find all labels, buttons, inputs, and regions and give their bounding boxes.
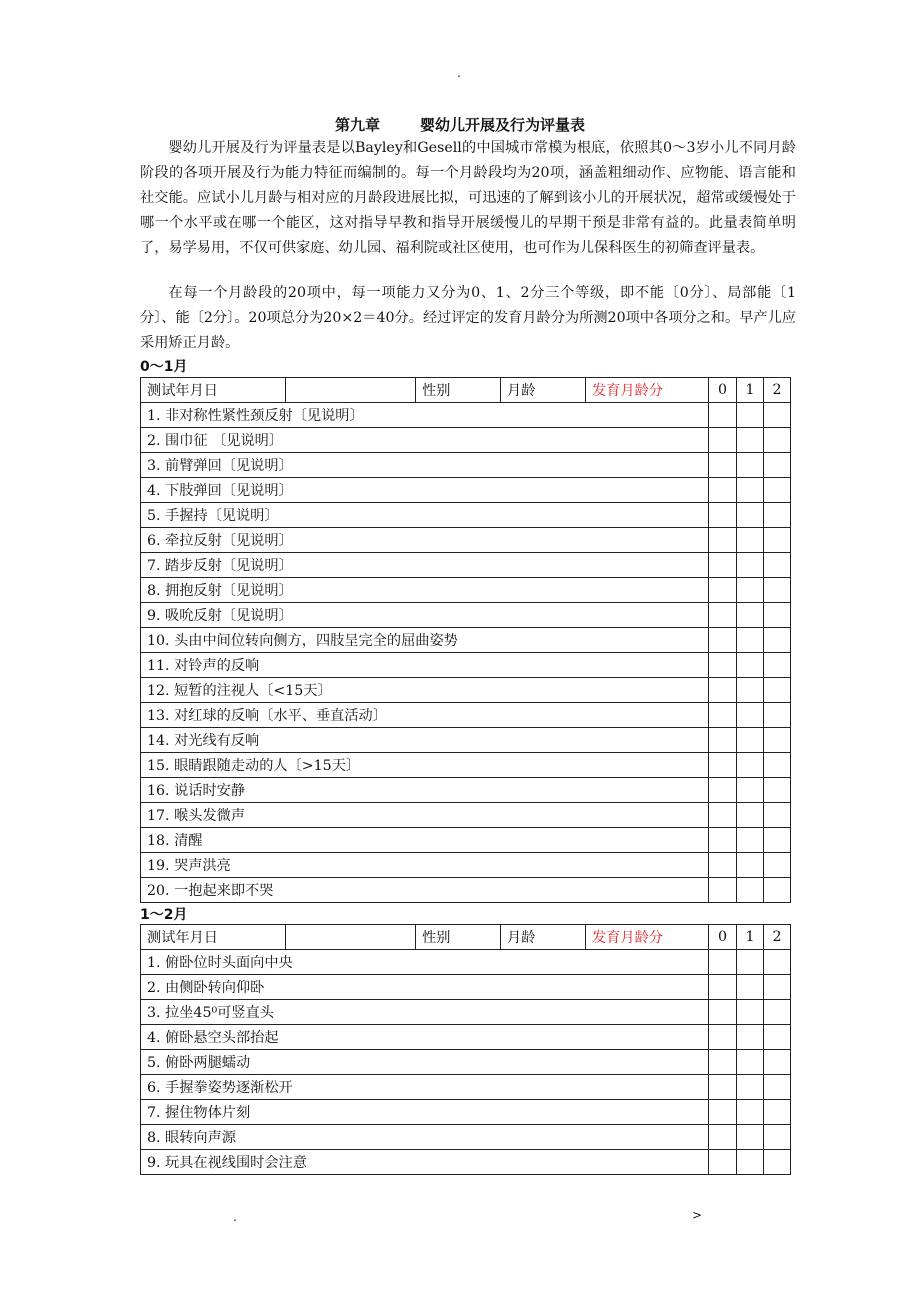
- score-1-cell[interactable]: [737, 728, 764, 753]
- section-label-1-2-month: 1～2月: [140, 907, 188, 923]
- item-label: 5. 俯卧两腿蠕动: [141, 1050, 709, 1075]
- age-label: 月龄: [501, 925, 586, 950]
- item-label: 6. 牵拉反射〔见说明〕: [141, 528, 709, 553]
- item-label: 14. 对光线有反响: [141, 728, 709, 753]
- table-header-row: [141, 378, 791, 403]
- table-row: [141, 950, 791, 975]
- item-label: 15. 眼睛跟随走动的人〔>15天〕: [141, 753, 709, 778]
- score-0-header: 0: [709, 925, 737, 950]
- score-0-cell[interactable]: [709, 678, 737, 703]
- intro-paragraph-2: 在每一个月龄段的20项中，每一项能力又分为0、1、2分三个等级，即不能〔0分〕、局部能〔1分〕、能〔2分〕。20项总分为20×2＝40分。经过评定的发育月龄分为所测20项中各项分之和。早产儿应采用矫正月龄。: [140, 285, 796, 351]
- score-1-cell[interactable]: [737, 678, 764, 703]
- score-2-cell[interactable]: [764, 728, 791, 753]
- score-0-header: 0: [709, 378, 737, 403]
- score-0-cell[interactable]: [709, 803, 737, 828]
- score-0-cell[interactable]: [709, 428, 737, 453]
- item-label: 1. 非对称性紧性颈反射〔见说明〕: [141, 403, 709, 428]
- score-1-cell[interactable]: [737, 1100, 764, 1125]
- item-label: 2. 围巾征 〔见说明〕: [141, 428, 709, 453]
- item-label: 1. 俯卧位时头面向中央: [141, 950, 709, 975]
- table-row: [141, 603, 791, 628]
- score-0-cell[interactable]: [709, 553, 737, 578]
- score-1-cell[interactable]: [737, 528, 764, 553]
- score-0-cell[interactable]: [709, 753, 737, 778]
- item-label: 2. 由侧卧转向仰卧: [141, 975, 709, 1000]
- score-0-cell[interactable]: [709, 1075, 737, 1100]
- score-2-cell[interactable]: [764, 578, 791, 603]
- gender-label: 性别: [416, 925, 501, 950]
- score-2-cell[interactable]: [764, 1100, 791, 1125]
- item-label: 12. 短暂的注视人〔<15天〕: [141, 678, 709, 703]
- score-1-cell[interactable]: [737, 853, 764, 878]
- table-row: [141, 728, 791, 753]
- item-label: 8. 拥抱反射〔见说明〕: [141, 578, 709, 603]
- table-row: [141, 528, 791, 553]
- score-2-cell[interactable]: [764, 975, 791, 1000]
- item-label: 3. 前臂弹回〔见说明〕: [141, 453, 709, 478]
- intro-paragraph-1: 婴幼儿开展及行为评量表是以Bayley和Gesell的中国城市常模为根底，依照其0～3岁小儿不同月龄阶段的各项开展及行为能力特征而编制的。每一个月龄段均为20项，涵盖粗细动作、应物能、语言能和社交能。应试小儿月龄与相对应的月龄段进展比拟，可迅速的了解到该小儿的开展状况，超常或缓慢处于哪一个水平或在哪一个能区，这对指导早教和指导开展缓慢儿的早期干预是非常有益的。此量表简单明了，易学易用，不仅可供家庭、幼儿园、福利院或社区使用，也可作为儿保科医生的初筛查评量表。: [140, 140, 796, 256]
- chapter-label: 第九章: [334, 116, 380, 134]
- score-2-cell[interactable]: [764, 1075, 791, 1100]
- score-1-cell[interactable]: [737, 428, 764, 453]
- score-2-cell[interactable]: [764, 478, 791, 503]
- score-0-cell[interactable]: [709, 578, 737, 603]
- score-0-cell[interactable]: [709, 653, 737, 678]
- score-2-cell[interactable]: [764, 653, 791, 678]
- score-1-cell[interactable]: [737, 628, 764, 653]
- score-0-cell[interactable]: [709, 528, 737, 553]
- score-1-cell[interactable]: [737, 453, 764, 478]
- table-row: [141, 1125, 791, 1150]
- table-row: [141, 1050, 791, 1075]
- gender-label: 性别: [416, 378, 501, 403]
- score-1-cell[interactable]: [737, 478, 764, 503]
- table-row: [141, 1000, 791, 1025]
- score-1-cell[interactable]: [737, 1125, 764, 1150]
- score-0-cell[interactable]: [709, 1150, 737, 1175]
- score-0-cell[interactable]: [709, 628, 737, 653]
- score-1-cell[interactable]: [737, 578, 764, 603]
- score-1-cell[interactable]: [737, 1000, 764, 1025]
- score-1-header: 1: [737, 925, 764, 950]
- item-label: 6. 手握拳姿势逐渐松开: [141, 1075, 709, 1100]
- score-1-cell[interactable]: [737, 878, 764, 903]
- item-label: 9. 玩具在视线围时会注意: [141, 1150, 709, 1175]
- score-1-cell[interactable]: [737, 803, 764, 828]
- score-2-cell[interactable]: [764, 803, 791, 828]
- score-0-cell[interactable]: [709, 453, 737, 478]
- item-label: 4. 下肢弹回〔见说明〕: [141, 478, 709, 503]
- item-label: 13. 对红球的反响〔水平、垂直活动〕: [141, 703, 709, 728]
- score-2-cell[interactable]: [764, 628, 791, 653]
- score-2-cell[interactable]: [764, 703, 791, 728]
- score-0-cell[interactable]: [709, 975, 737, 1000]
- chapter-title: 婴幼儿开展及行为评量表: [420, 116, 586, 134]
- table-row: [141, 878, 791, 903]
- score-0-cell[interactable]: [709, 1025, 737, 1050]
- page-title: [0, 114, 920, 135]
- test-date-label: 测试年月日: [141, 378, 286, 403]
- item-label: 7. 踏步反射〔见说明〕: [141, 553, 709, 578]
- score-1-cell[interactable]: [737, 828, 764, 853]
- table-row: [141, 1075, 791, 1100]
- score-2-cell[interactable]: [764, 950, 791, 975]
- score-0-cell[interactable]: [709, 478, 737, 503]
- item-label: 7. 握住物体片刻: [141, 1100, 709, 1125]
- dev-score-label: 发育月龄分: [586, 378, 709, 403]
- score-2-cell[interactable]: [764, 1050, 791, 1075]
- item-label: 17. 喉头发微声: [141, 803, 709, 828]
- score-2-cell[interactable]: [764, 878, 791, 903]
- table-row: [141, 403, 791, 428]
- table-row: [141, 478, 791, 503]
- score-2-cell[interactable]: [764, 403, 791, 428]
- table-row: [141, 753, 791, 778]
- table-row: [141, 803, 791, 828]
- item-label: 19. 哭声洪亮: [141, 853, 709, 878]
- score-2-cell[interactable]: [764, 528, 791, 553]
- score-0-cell[interactable]: [709, 728, 737, 753]
- score-0-cell[interactable]: [709, 878, 737, 903]
- score-2-cell[interactable]: [764, 1125, 791, 1150]
- score-0-cell[interactable]: [709, 703, 737, 728]
- score-1-cell[interactable]: [737, 1050, 764, 1075]
- score-2-cell[interactable]: [764, 678, 791, 703]
- table-row: [141, 1100, 791, 1125]
- dev-score-label: 发育月龄分: [586, 925, 709, 950]
- age-label: 月龄: [501, 378, 586, 403]
- page-bottom-right-mark: >: [692, 1208, 703, 1222]
- table-row: [141, 853, 791, 878]
- table-row: [141, 653, 791, 678]
- table-row: [141, 1150, 791, 1175]
- score-0-cell[interactable]: [709, 950, 737, 975]
- score-2-cell[interactable]: [764, 853, 791, 878]
- score-0-cell[interactable]: [709, 503, 737, 528]
- score-2-cell[interactable]: [764, 1150, 791, 1175]
- score-0-cell[interactable]: [709, 1100, 737, 1125]
- eval-table-0-1-month: [140, 377, 791, 903]
- score-2-header: 2: [764, 378, 791, 403]
- page-top-mark: .: [457, 66, 461, 80]
- score-0-cell[interactable]: [709, 1125, 737, 1150]
- test-date-label: 测试年月日: [141, 925, 286, 950]
- item-label: 16. 说话时安静: [141, 778, 709, 803]
- score-1-cell[interactable]: [737, 503, 764, 528]
- score-2-cell[interactable]: [764, 1025, 791, 1050]
- test-date-value[interactable]: [286, 925, 416, 950]
- score-0-cell[interactable]: [709, 1000, 737, 1025]
- score-0-cell[interactable]: [709, 853, 737, 878]
- item-label: 4. 俯卧悬空头部抬起: [141, 1025, 709, 1050]
- score-1-cell[interactable]: [737, 1075, 764, 1100]
- item-label: 11. 对铃声的反响: [141, 653, 709, 678]
- score-0-cell[interactable]: [709, 828, 737, 853]
- score-1-cell[interactable]: [737, 603, 764, 628]
- test-date-value[interactable]: [286, 378, 416, 403]
- score-1-cell[interactable]: [737, 653, 764, 678]
- table-row: [141, 553, 791, 578]
- score-1-cell[interactable]: [737, 703, 764, 728]
- score-2-cell[interactable]: [764, 453, 791, 478]
- table-row: [141, 703, 791, 728]
- score-0-cell[interactable]: [709, 778, 737, 803]
- score-2-cell[interactable]: [764, 828, 791, 853]
- score-2-cell[interactable]: [764, 603, 791, 628]
- score-1-cell[interactable]: [737, 975, 764, 1000]
- table-row: [141, 678, 791, 703]
- item-label: 9. 吸吮反射〔见说明〕: [141, 603, 709, 628]
- score-1-header: 1: [737, 378, 764, 403]
- score-2-cell[interactable]: [764, 753, 791, 778]
- section-label-0-1-month: 0～1月: [140, 359, 188, 375]
- score-1-cell[interactable]: [737, 553, 764, 578]
- score-1-cell[interactable]: [737, 1150, 764, 1175]
- table-row: [141, 428, 791, 453]
- score-1-cell[interactable]: [737, 753, 764, 778]
- score-1-cell[interactable]: [737, 778, 764, 803]
- score-2-cell[interactable]: [764, 1000, 791, 1025]
- score-2-cell[interactable]: [764, 428, 791, 453]
- table-row: [141, 578, 791, 603]
- item-label: 5. 手握持〔见说明〕: [141, 503, 709, 528]
- item-label: 3. 拉坐45⁰可竖直头: [141, 1000, 709, 1025]
- item-label: 10. 头由中间位转向侧方，四肢呈完全的屈曲姿势: [141, 628, 709, 653]
- score-1-cell[interactable]: [737, 403, 764, 428]
- score-1-cell[interactable]: [737, 1025, 764, 1050]
- table-row: [141, 628, 791, 653]
- table-row: [141, 828, 791, 853]
- score-0-cell[interactable]: [709, 603, 737, 628]
- table-header-row: [141, 925, 791, 950]
- item-label: 20. 一抱起来即不哭: [141, 878, 709, 903]
- table-row: [141, 503, 791, 528]
- table-row: [141, 778, 791, 803]
- eval-table-1-2-month: [140, 924, 791, 1175]
- score-2-header: 2: [764, 925, 791, 950]
- item-label: 8. 眼转向声源: [141, 1125, 709, 1150]
- page-bottom-left-mark: .: [233, 1210, 237, 1224]
- table-row: [141, 453, 791, 478]
- score-0-cell[interactable]: [709, 1050, 737, 1075]
- score-0-cell[interactable]: [709, 403, 737, 428]
- table-row: [141, 1025, 791, 1050]
- score-2-cell[interactable]: [764, 778, 791, 803]
- score-1-cell[interactable]: [737, 950, 764, 975]
- table-row: [141, 975, 791, 1000]
- item-label: 18. 清醒: [141, 828, 709, 853]
- score-2-cell[interactable]: [764, 503, 791, 528]
- score-2-cell[interactable]: [764, 553, 791, 578]
